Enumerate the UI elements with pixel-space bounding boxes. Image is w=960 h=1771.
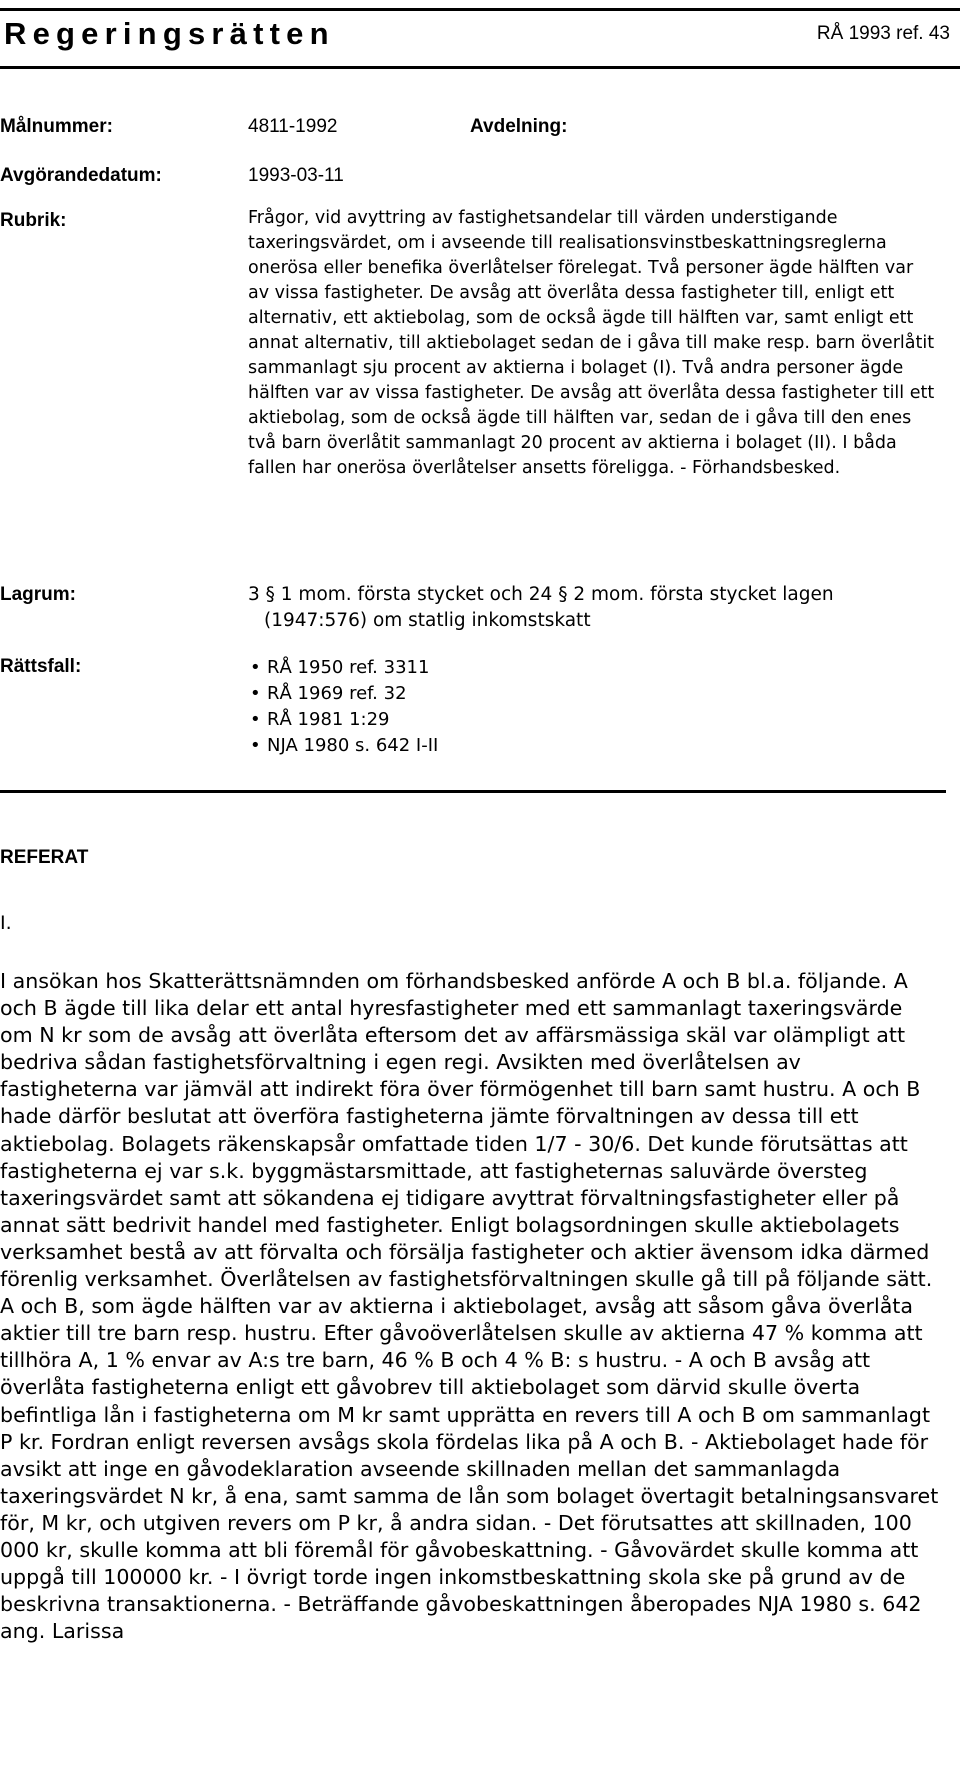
avgorandedatum-value: 1993-03-11 <box>248 165 344 186</box>
rattsfall-item: • NJA 1980 s. 642 I-II <box>230 733 438 759</box>
court-name: Regeringsrätten <box>4 16 335 51</box>
document-header <box>0 8 960 64</box>
referat-heading: REFERAT <box>0 847 89 868</box>
rubrik-label: Rubrik: <box>0 210 67 231</box>
header-top-rule <box>0 8 960 11</box>
rattsfall-list <box>230 655 438 759</box>
referat-body: I ansökan hos Skatterättsnämnden om förhandsbesked anförde A och B bl.a. följande. A och B ägde till lika delar ett antal hyresfastigheter med ett sammanlagt taxeringsvärde om N kr som de avsåg att överlåta eftersom det av affärsmässiga skäl var olämpligt att bedriva sådan fastighetsförvaltning i egen regi. Avsikten med överlåtelsen av fastigheterna var jämväl att indirekt föra över förmögenhet till barn samt hustru. A och B hade därför beslutat att överföra fastigheterna jämte förvaltningen av dessa till ett aktiebolag. Bolagets räkenskapsår omfattade tiden 1/7 - 30/6. Det kunde förutsättas att fastigheterna ej var s.k. byggmästarsmittade, att fastigheternas saluvärde översteg taxeringsvärdet samt att sökandena ej tidigare avyttrat förvaltningsfastigheter eller på annat sätt bedrivit handel med fastigheter. Enligt bolagsordningen skulle aktiebolagets verksamhet bestå av att förvalta och försälja fastigheter och aktier ävensom idka därmed förenlig verksamhet. Överlåtelsen av fastighetsförvaltningen skulle gå till på följande sätt. A och B, som ägde hälften var av aktierna i aktiebolaget, avsåg att såsom gåva överlåta aktier till tre barn resp. hustru. Efter gåvoöverlåtelsen skulle av aktierna 47 % komma att tillhöra A, 1 % envar av A:s tre barn, 46 % B och 4 % B: s hustru. - A och B avsåg att överlåta fastigheterna enligt ett gåvobrev till aktiebolaget som därvid skulle överta befintliga lån i fastigheterna om M kr samt upprätta en revers till A och B om sammanlagt P kr. Fordran enligt reversen avsågs skola fördelas lika på A och B. - Aktiebolaget hade för avsikt att inge en gåvodeklaration avseende skillnaden mellan det sammanlagda taxeringsvärdet N kr, å ena, samt samma de lån som bolaget övertagit betalningsansvaret för, M kr, och utgiven revers om P kr, å andra sidan. - Det förutsattes att skillnaden, 100 000 kr, skulle komma att bli föremål för gåvobeskattning. - Gåvovärdet skulle komma att uppgå till 100000 kr. - I övrigt torde ingen inkomstbeskattning skola ske på grund av de beskrivna transaktionerna. - Beträffande gåvobeskattningen åberopades NJA 1980 s. 642 ang. Larissa <box>0 969 939 1644</box>
case-reference: RÅ 1993 ref. 43 <box>816 23 950 44</box>
lagrum-text <box>248 582 938 634</box>
section-divider <box>0 790 946 793</box>
rattsfall-item: • RÅ 1981 1:29 <box>230 707 438 733</box>
lagrum-line-1: 3 § 1 mom. första stycket och 24 § 2 mom. första stycket lagen <box>248 584 834 605</box>
lagrum-label: Lagrum: <box>0 584 76 605</box>
avgorandedatum-label: Avgörandedatum: <box>0 165 162 186</box>
section-number: I. <box>0 912 12 934</box>
lagrum-line-2: (1947:576) om statlig inkomstskatt <box>264 610 591 631</box>
header-bottom-rule <box>0 66 960 69</box>
rubrik-text: Frågor, vid avyttring av fastighetsandelar till värden understigande taxeringsvärdet, om i avseende till realisationsvinstbeskattningsreglerna onerösa eller benefika överlåtelser förelegat. Två personer ägde hälften var av vissa fastigheter. De avsåg att överlåta dessa fastigheter till, enligt ett alternativ, ett aktiebolag, som de också ägde till hälften var, samt enligt ett annat alternativ, till aktiebolaget sedan de i gåva till make resp. barn överlåtit sammanlagt sju procent av aktierna i bolaget (I). Två andra personer ägde hälften var av vissa fastigheter. De avsåg att överlåta dessa fastigheter till ett aktiebolag, som de också ägde till hälften var, sedan de i gåva till den enes två barn överlåtit sammanlagt 20 procent av aktierna i bolaget (II). I båda fallen har onerösa överlåtelser ansetts föreligga. - Förhandsbesked. <box>248 208 935 478</box>
rattsfall-label: Rättsfall: <box>0 656 82 677</box>
rattsfall-item: • RÅ 1950 ref. 3311 <box>230 655 438 681</box>
rattsfall-item: • RÅ 1969 ref. 32 <box>230 681 438 707</box>
avdelning-label: Avdelning: <box>470 116 568 137</box>
malnummer-value: 4811-1992 <box>248 116 338 137</box>
malnummer-label: Målnummer: <box>0 116 113 137</box>
